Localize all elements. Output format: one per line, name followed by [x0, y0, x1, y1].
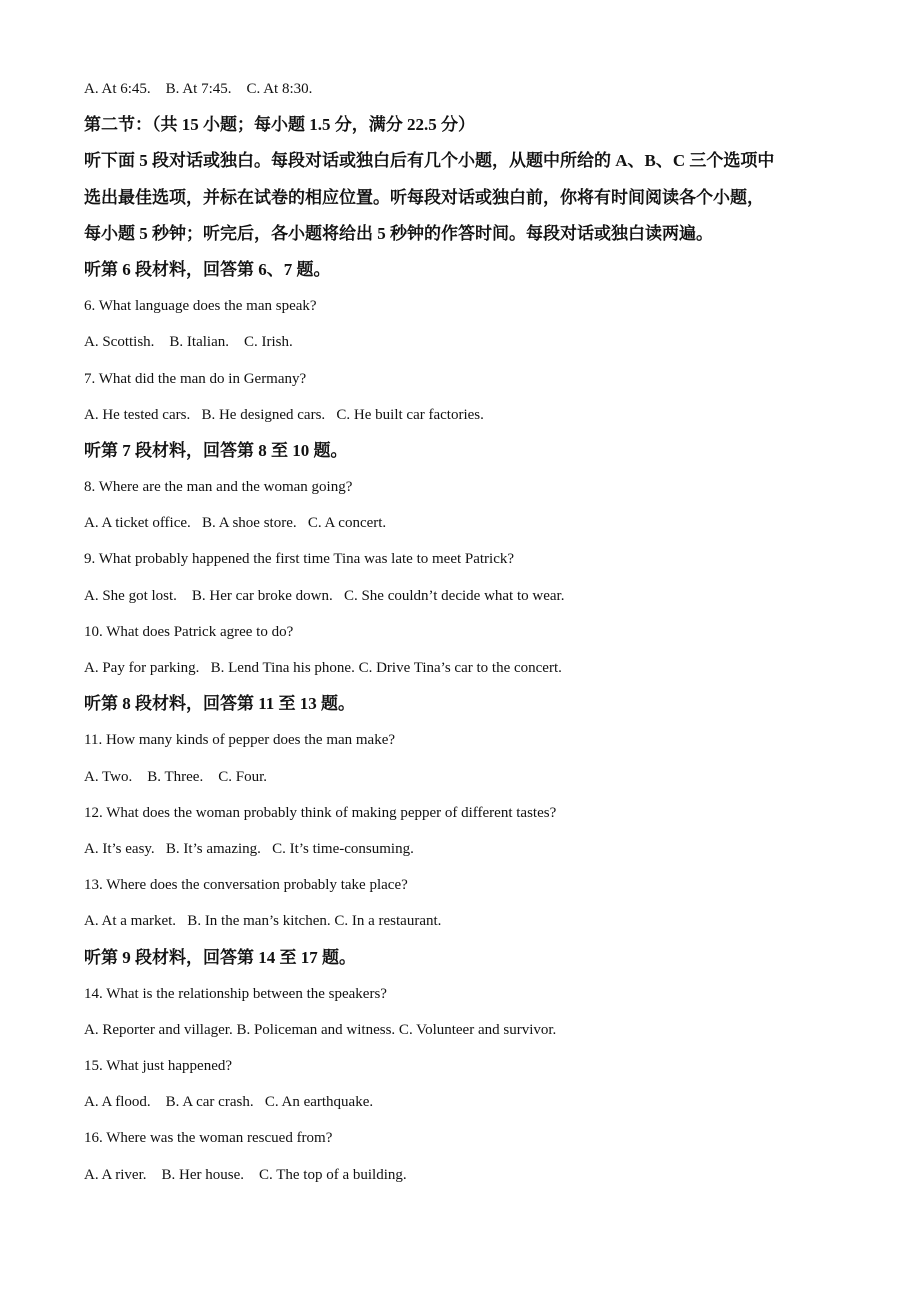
question-text-line: 11. How many kinds of pepper does the man make?	[84, 732, 396, 749]
section-heading-line: 选出最佳选项，并标在试卷的相应位置。听每段对话或独白前，你将有时间阅读各个小题，	[84, 187, 764, 207]
question-text-line: A. Pay for parking. B. Lend Tina his phone. C. Drive Tina’s car to the concert.	[84, 660, 562, 676]
question-text-line: 6. What language does the man speak?	[84, 298, 317, 315]
question-text-line: A. At a market. B. In the man’s kitchen. C. In a restaurant.	[84, 913, 442, 930]
question-text-line: A. A flood. B. A car crash. C. An earthquake.	[84, 1094, 374, 1111]
section-heading-line: 听第 8 段材料，回答第 11 至 13 题。	[84, 694, 356, 714]
question-text-line: 13. Where does the conversation probably take place?	[84, 877, 408, 894]
section-heading-line: 听第 6 段材料，回答第 6、7 题。	[84, 259, 331, 279]
section-heading-line: 听第 9 段材料，回答第 14 至 17 题。	[84, 947, 356, 967]
question-text-line: 16. Where was the woman rescued from?	[84, 1130, 333, 1147]
section-heading-line: 第二节：（共 15 小题；每小题 1.5 分，满分 22.5 分）	[84, 115, 475, 135]
section-heading-line: 听第 7 段材料，回答第 8 至 10 题。	[84, 440, 348, 460]
question-text-line: A. He tested cars. B. He designed cars. C. He built car factories.	[84, 406, 484, 423]
question-text-line: A. A river. B. Her house. C. The top of a building.	[84, 1166, 407, 1183]
question-text-line: 15. What just happened?	[84, 1058, 233, 1075]
exam-page	[84, 71, 844, 1193]
question-text-line: 14. What is the relationship between the speakers?	[84, 985, 387, 1002]
question-text-line: A. Scottish. B. Italian. C. Irish.	[84, 334, 293, 351]
question-text-line: 9. What probably happened the first time Tina was late to meet Patrick?	[84, 551, 515, 568]
question-text-line: A. Two. B. Three. C. Four.	[84, 768, 267, 785]
question-text-line: A. She got lost. B. Her car broke down. C. She couldn’t decide what to wear.	[84, 587, 565, 604]
question-text-line: 10. What does Patrick agree to do?	[84, 623, 294, 640]
section-heading-line: 听下面 5 段对话或独白。每段对话或独白后有几个小题，从题中所给的 A、B、C 三个选项中	[84, 151, 775, 171]
question-text-line: A. At 6:45. B. At 7:45. C. At 8:30.	[84, 81, 313, 97]
question-text-line: 8. Where are the man and the woman going?	[84, 479, 353, 496]
question-text-line: 7. What did the man do in Germany?	[84, 370, 307, 387]
question-text-line: A. A ticket office. B. A shoe store. C. A concert.	[84, 515, 387, 532]
question-text-line: 12. What does the woman probably think of making pepper of different tastes?	[84, 804, 557, 821]
section-heading-line: 每小题 5 秒钟；听完后，各小题将给出 5 秒钟的作答时间。每段对话或独白读两遍。	[84, 223, 713, 243]
question-text-line: A. It’s easy. B. It’s amazing. C. It’s time-consuming.	[84, 840, 414, 857]
question-text-line: A. Reporter and villager. B. Policeman and witness. C. Volunteer and survivor.	[84, 1021, 557, 1038]
